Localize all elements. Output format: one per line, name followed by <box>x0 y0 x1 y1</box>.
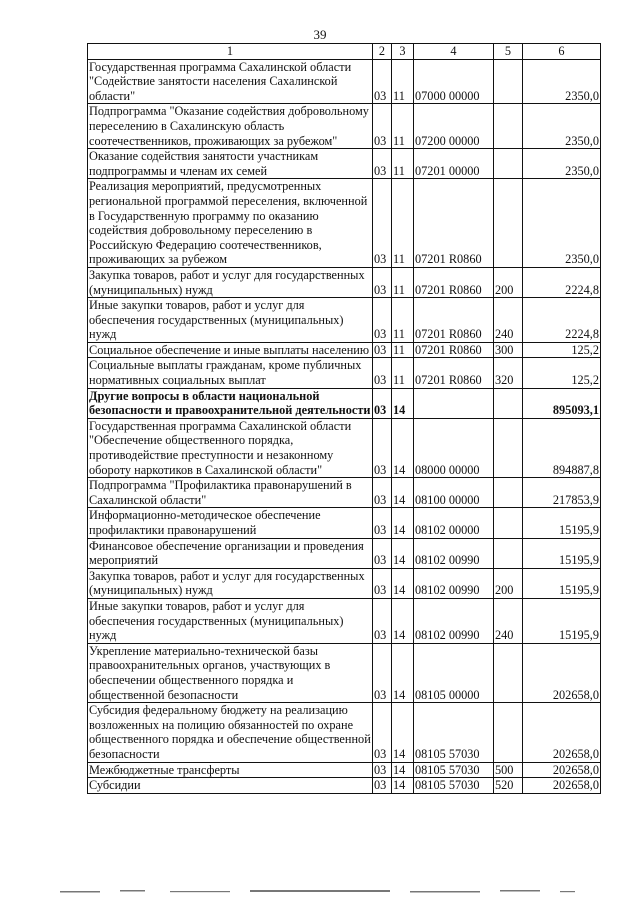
row-target-article: 08105 00000 <box>414 643 494 702</box>
row-subsection-code: 14 <box>392 388 414 418</box>
row-amount: 202658,0 <box>523 643 601 702</box>
row-expense-type <box>494 478 523 508</box>
row-name: Иные закупки товаров, работ и услуг для обеспечения государственных (муниципальных) нужд <box>88 298 373 343</box>
row-name: Закупка товаров, работ и услуг для государственных (муниципальных) нужд <box>88 568 373 598</box>
row-name: Субсидии <box>88 778 373 794</box>
row-name: Закупка товаров, работ и услуг для государственных (муниципальных) нужд <box>88 267 373 297</box>
row-expense-type <box>494 179 523 268</box>
row-amount: 125,2 <box>523 342 601 358</box>
row-expense-type: 200 <box>494 267 523 297</box>
table-row <box>88 568 601 598</box>
row-subsection-code: 14 <box>392 778 414 794</box>
row-amount: 15195,9 <box>523 508 601 538</box>
row-expense-type <box>494 149 523 179</box>
row-section-code: 03 <box>373 778 392 794</box>
table-row <box>88 179 601 268</box>
row-section-code: 03 <box>373 643 392 702</box>
table-body <box>88 59 601 793</box>
row-amount: 2350,0 <box>523 179 601 268</box>
row-name: Иные закупки товаров, работ и услуг для обеспечения государственных (муниципальных) нужд <box>88 598 373 643</box>
row-expense-type <box>494 703 523 762</box>
row-target-article: 08102 00990 <box>414 568 494 598</box>
page-number: 39 <box>313 27 327 42</box>
row-expense-type: 320 <box>494 358 523 388</box>
table-row <box>88 703 601 762</box>
row-target-article: 07201 R0860 <box>414 267 494 297</box>
column-header-name: 1 <box>88 44 373 60</box>
row-section-code: 03 <box>373 508 392 538</box>
row-expense-type: 200 <box>494 568 523 598</box>
row-section-code: 03 <box>373 59 392 104</box>
row-amount: 2350,0 <box>523 59 601 104</box>
table-row <box>88 643 601 702</box>
row-expense-type: 500 <box>494 762 523 778</box>
row-target-article: 08102 00990 <box>414 538 494 568</box>
row-amount: 2224,8 <box>523 267 601 297</box>
row-section-code: 03 <box>373 568 392 598</box>
row-section-code: 03 <box>373 478 392 508</box>
row-amount: 2350,0 <box>523 104 601 149</box>
budget-table <box>87 43 601 794</box>
row-section-code: 03 <box>373 358 392 388</box>
row-expense-type: 300 <box>494 342 523 358</box>
table-row <box>88 418 601 477</box>
table-row <box>88 267 601 297</box>
row-name: Другие вопросы в области национальной безопасности и правоохранительной деятельности <box>88 388 373 418</box>
row-expense-type <box>494 388 523 418</box>
row-subsection-code: 11 <box>392 267 414 297</box>
row-subsection-code: 14 <box>392 598 414 643</box>
row-name: Реализация мероприятий, предусмотренных региональной программой переселения, включенной в Государственную программу по оказанию содействия добровольному переселению в Российскую Федерацию соотечественников, проживающих за рубежом <box>88 179 373 268</box>
row-subsection-code: 11 <box>392 179 414 268</box>
table-row <box>88 508 601 538</box>
row-name: Финансовое обеспечение организации и проведения мероприятий <box>88 538 373 568</box>
table-row <box>88 342 601 358</box>
row-amount: 15195,9 <box>523 538 601 568</box>
row-subsection-code: 11 <box>392 149 414 179</box>
row-section-code: 03 <box>373 267 392 297</box>
table-row <box>88 358 601 388</box>
row-amount: 217853,9 <box>523 478 601 508</box>
row-target-article: 07000 00000 <box>414 59 494 104</box>
row-subsection-code: 11 <box>392 342 414 358</box>
table-row <box>88 762 601 778</box>
row-target-article: 08100 00000 <box>414 478 494 508</box>
row-name: Государственная программа Сахалинской области "Обеспечение общественного порядка, противодействие преступности и незаконному обороту наркотиков в Сахалинской области" <box>88 418 373 477</box>
row-target-article: 08105 57030 <box>414 703 494 762</box>
row-expense-type: 240 <box>494 598 523 643</box>
table-row <box>88 478 601 508</box>
row-section-code: 03 <box>373 298 392 343</box>
row-name: Оказание содействия занятости участникам подпрограммы и членам их семей <box>88 149 373 179</box>
row-amount: 125,2 <box>523 358 601 388</box>
column-header-amount: 6 <box>523 44 601 60</box>
row-target-article: 07201 R0860 <box>414 358 494 388</box>
row-expense-type <box>494 59 523 104</box>
row-target-article: 08000 00000 <box>414 418 494 477</box>
row-target-article <box>414 388 494 418</box>
column-header-expense-type: 5 <box>494 44 523 60</box>
row-target-article: 08105 57030 <box>414 778 494 794</box>
row-expense-type <box>494 643 523 702</box>
row-amount: 15195,9 <box>523 568 601 598</box>
row-amount: 2224,8 <box>523 298 601 343</box>
row-subsection-code: 11 <box>392 358 414 388</box>
row-subsection-code: 11 <box>392 59 414 104</box>
row-amount: 2350,0 <box>523 149 601 179</box>
row-expense-type <box>494 418 523 477</box>
column-header-target-article: 4 <box>414 44 494 60</box>
header-row <box>88 44 601 60</box>
row-section-code: 03 <box>373 418 392 477</box>
row-subsection-code: 14 <box>392 703 414 762</box>
row-section-code: 03 <box>373 598 392 643</box>
row-subsection-code: 14 <box>392 508 414 538</box>
row-subsection-code: 14 <box>392 762 414 778</box>
table-row <box>88 298 601 343</box>
row-name: Социальные выплаты гражданам, кроме публичных нормативных социальных выплат <box>88 358 373 388</box>
table-row <box>88 598 601 643</box>
row-name: Социальное обеспечение и иные выплаты населению <box>88 342 373 358</box>
row-target-article: 08102 00000 <box>414 508 494 538</box>
row-subsection-code: 11 <box>392 104 414 149</box>
row-target-article: 08105 57030 <box>414 762 494 778</box>
row-expense-type: 240 <box>494 298 523 343</box>
row-expense-type <box>494 104 523 149</box>
row-name: Межбюджетные трансферты <box>88 762 373 778</box>
row-name: Субсидия федеральному бюджету на реализацию возложенных на полицию обязанностей по охране общественного порядка и обеспечение общественной безопасности <box>89 703 371 761</box>
row-target-article: 08102 00990 <box>414 598 494 643</box>
row-section-code: 03 <box>373 703 392 762</box>
row-section-code: 03 <box>373 149 392 179</box>
row-name: Подпрограмма "Профилактика правонарушений в Сахалинской области" <box>88 478 373 508</box>
table-row <box>88 538 601 568</box>
row-target-article: 07201 R0860 <box>414 342 494 358</box>
row-target-article: 07201 R0860 <box>414 298 494 343</box>
table-row <box>88 388 601 418</box>
scan-artifact <box>60 888 580 894</box>
row-subsection-code: 14 <box>392 568 414 598</box>
table-row <box>88 778 601 794</box>
column-header-subsection: 3 <box>392 44 414 60</box>
row-amount: 15195,9 <box>523 598 601 643</box>
row-subsection-code: 14 <box>392 643 414 702</box>
row-target-article: 07200 00000 <box>414 104 494 149</box>
row-name: Укрепление материально-технической базы правоохранительных органов, участвующих в обеспечении общественного порядка и общественной безопасности <box>88 643 373 702</box>
row-amount: 894887,8 <box>523 418 601 477</box>
row-expense-type <box>494 538 523 568</box>
row-amount: 202658,0 <box>523 762 601 778</box>
row-subsection-code: 14 <box>392 538 414 568</box>
row-subsection-code: 14 <box>392 418 414 477</box>
row-expense-type <box>494 508 523 538</box>
row-subsection-code: 14 <box>392 478 414 508</box>
column-header-section: 2 <box>373 44 392 60</box>
table-row <box>88 149 601 179</box>
row-name: Подпрограмма "Оказание содействия добровольному переселению в Сахалинскую область соотечественников, проживающих за рубежом" <box>88 104 373 149</box>
table-row <box>88 104 601 149</box>
table-row <box>88 59 601 104</box>
row-amount: 895093,1 <box>523 388 601 418</box>
row-target-article: 07201 00000 <box>414 149 494 179</box>
row-expense-type: 520 <box>494 778 523 794</box>
row-section-code: 03 <box>373 104 392 149</box>
row-target-article: 07201 R0860 <box>414 179 494 268</box>
row-section-code: 03 <box>373 342 392 358</box>
row-section-code: 03 <box>373 762 392 778</box>
row-section-code: 03 <box>373 538 392 568</box>
row-amount: 202658,0 <box>523 778 601 794</box>
row-subsection-code: 11 <box>392 298 414 343</box>
row-name: Государственная программа Сахалинской области "Содействие занятости населения Сахалинской области" <box>88 59 373 104</box>
row-section-code: 03 <box>373 388 392 418</box>
row-amount: 202658,0 <box>523 703 601 762</box>
row-section-code: 03 <box>373 179 392 268</box>
row-name: Информационно-методическое обеспечение профилактики правонарушений <box>88 508 373 538</box>
